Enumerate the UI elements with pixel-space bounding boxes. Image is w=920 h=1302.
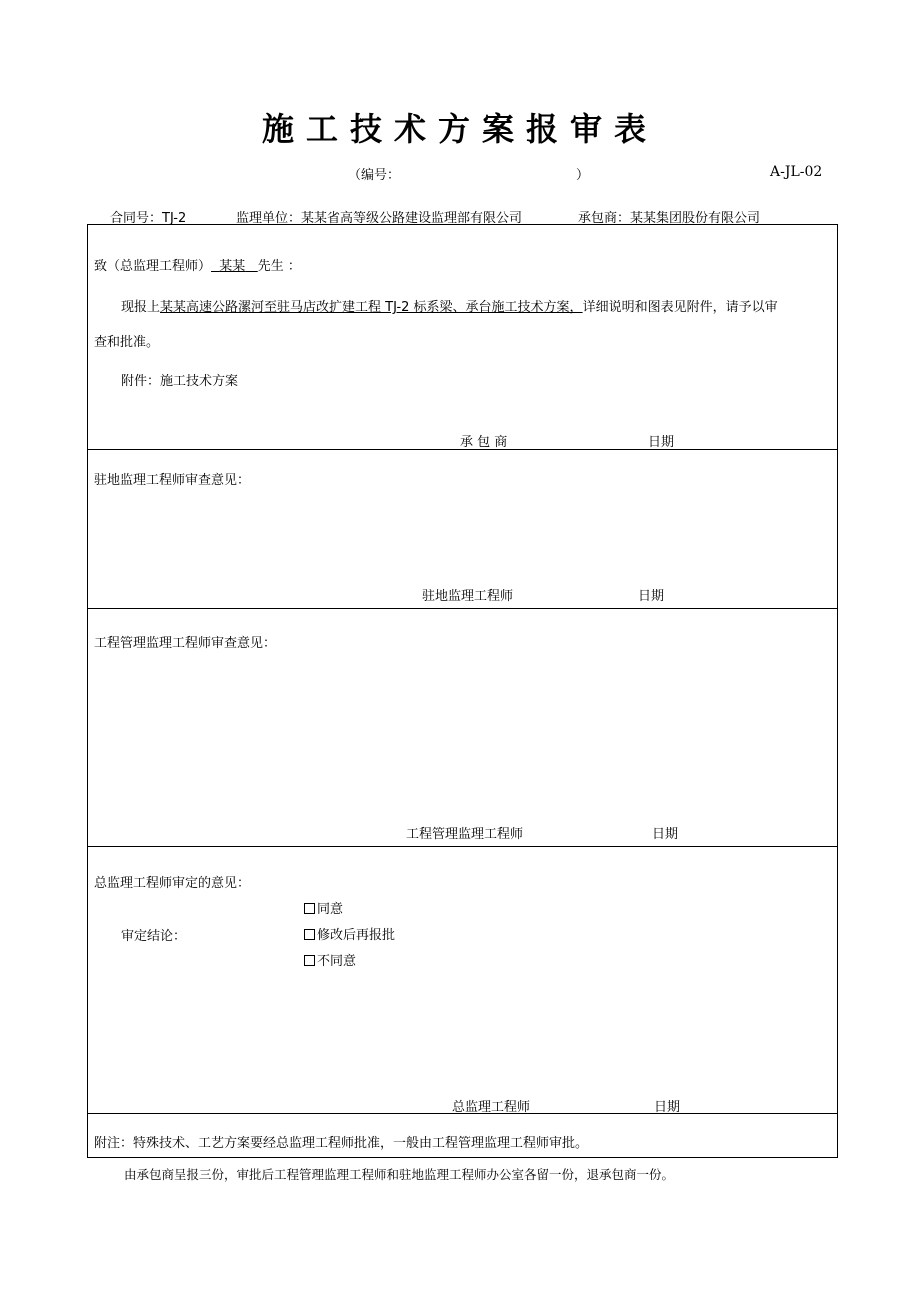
chief-engineer-date-label: 日期 [654, 1100, 681, 1115]
checkbox-icon[interactable] [304, 903, 315, 914]
management-engineer-date-label: 日期 [652, 827, 679, 842]
footer-note: 由承包商呈报三份，审批后工程管理监理工程师和驻地监理工程师办公室各留一份，退承包商一份。 [124, 1167, 675, 1182]
checkbox-icon[interactable] [304, 955, 315, 966]
form-code: A-JL-02 [770, 164, 823, 180]
resident-engineer-date-label: 日期 [638, 589, 665, 604]
contractor-date-label: 日期 [648, 435, 675, 450]
divider-2 [87, 608, 838, 609]
contractor-sign-label: 承 包 商 [460, 435, 508, 450]
option-reject[interactable]: 不同意 [304, 950, 356, 969]
addressee-line [94, 255, 301, 274]
resident-engineer-sign-label: 驻地监理工程师 [422, 589, 514, 604]
option-revise-resubmit[interactable]: 修改后再报批 [304, 924, 395, 943]
number-open: （编号： [348, 168, 401, 183]
addressee-name: 某某 [219, 259, 246, 274]
submission-line: 现报上某某高速公路漯河至驻马店改扩建工程 TJ-2 标系梁、承台施工技术方案，详细说明和图表见附件，请予以审 [121, 300, 778, 315]
note: 附注：特殊技术、工艺方案要经总监理工程师批准，一般由工程管理监理工程师审批。 [94, 1136, 589, 1151]
management-engineer-sign-label: 工程管理监理工程师 [406, 827, 524, 842]
form-table [87, 224, 838, 1158]
addressee-prefix: 致（总监理工程师） [94, 259, 212, 274]
option-approve[interactable]: 同意 [304, 898, 343, 917]
page-title: 施工技术方案报审表 [261, 110, 658, 148]
management-engineer-heading: 工程管理监理工程师审查意见： [94, 636, 277, 651]
divider-3 [87, 846, 838, 847]
chief-engineer-heading: 总监理工程师审定的意见： [94, 876, 251, 891]
number-close: ） [576, 168, 590, 183]
contractor-name: 承包商：某某集团股份有限公司 [578, 211, 761, 226]
submission-line-2: 查和批准。 [94, 335, 160, 350]
contract-number: 合同号：TJ-2 [110, 211, 187, 226]
addressee-suffix: 先生 ： [257, 259, 301, 274]
checkbox-icon[interactable] [304, 929, 315, 940]
attachment-line: 附件：施工技术方案 [121, 374, 239, 389]
conclusion-label: 审定结论： [121, 929, 187, 944]
project-name: 某某高速公路漯河至驻马店改扩建工程 TJ-2 标系梁、承台施工技术方案， [160, 300, 583, 315]
chief-engineer-sign-label: 总监理工程师 [452, 1100, 531, 1115]
resident-engineer-heading: 驻地监理工程师审查意见： [94, 473, 251, 488]
supervisor-unit: 监理单位：某某省高等级公路建设监理部有限公司 [236, 211, 523, 226]
